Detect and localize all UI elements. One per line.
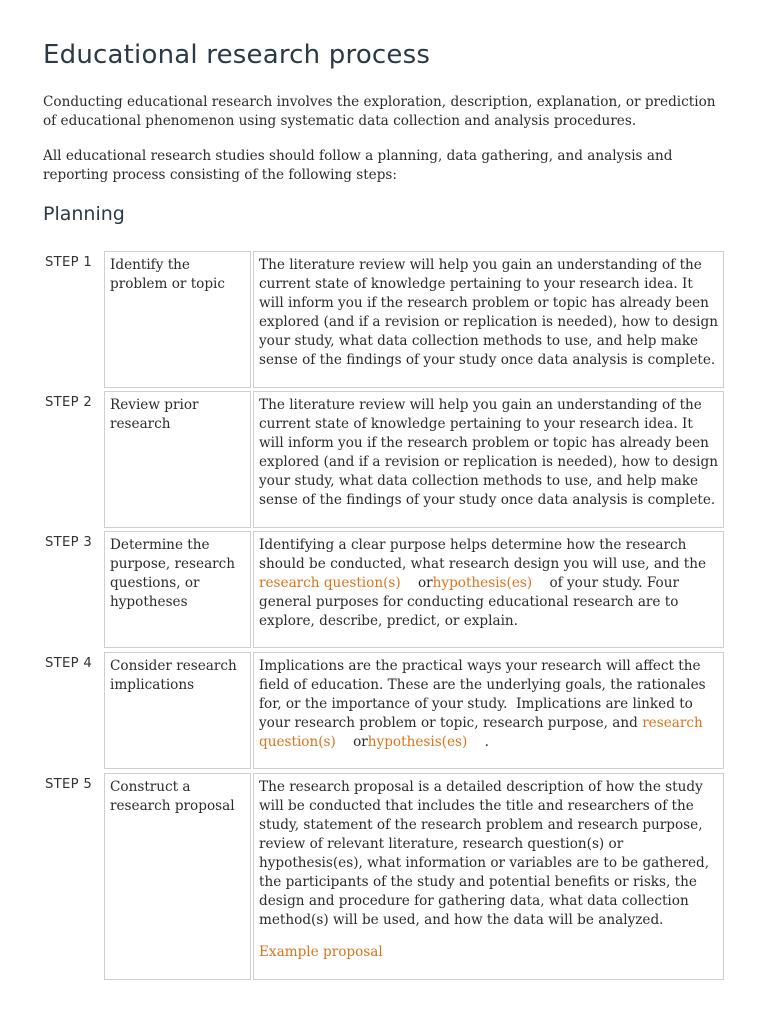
step-description: The literature review will help you gain an understanding of the current state of knowledge pertaining to your research idea. It will inform you if the research problem or topic has already been explored (and if a revision or replication is needed), how to design your study, what data collection methods to use, and help make sense of the findings of your study once data analysis is complete.: [259, 257, 718, 368]
step-label: STEP 5: [45, 777, 93, 792]
step-name-cell: [104, 251, 251, 388]
hypotheses-link[interactable]: hypothesis(es): [367, 734, 468, 750]
step-description-text: of your study. Four general purposes for conducting educational research are to explore, describe, predict, or explain.: [259, 575, 684, 629]
step-description-cell: [253, 773, 724, 980]
step-name-cell: [104, 531, 251, 648]
step-label: STEP 2: [45, 395, 93, 410]
step-name-cell: [104, 652, 251, 769]
step-description-cell: [253, 391, 724, 528]
step-description-text: Implications are the practical ways your research will affect the field of education. These are the underlying goals, the rationales for, or the importance of your study. Implications are linked to your research problem or topic, research purpose, and: [259, 658, 710, 731]
step-row-1: [0, 251, 768, 388]
step-description-text: .: [467, 734, 489, 750]
step-name: Consider research implications: [110, 658, 237, 693]
step-description-text: Identifying a clear purpose helps determine how the research should be conducted, what research design you will use, and the: [259, 537, 711, 572]
step-description-cell: [253, 251, 724, 388]
step-name: Identify the problem or topic: [110, 257, 226, 292]
step-name: Determine the purpose, research questions, or hypotheses: [110, 537, 236, 610]
research-questions-link[interactable]: research question(s): [259, 715, 708, 750]
intro-paragraph-1: Conducting educational research involves the exploration, description, explanation, or prediction of educational phenomenon using systematic data collection and analysis procedures.: [43, 94, 716, 129]
step-row-2: [0, 391, 768, 528]
intro-paragraph-2: All educational research studies should follow a planning, data gathering, and analysis and reporting process consisting of the following steps:: [43, 148, 673, 183]
page-title: Educational research process: [43, 40, 431, 70]
step-label: STEP 1: [45, 255, 93, 270]
step-row-5: [0, 773, 768, 980]
step-name: Construct a research proposal: [110, 779, 235, 814]
step-row-4: [0, 652, 768, 769]
step-name-cell: [104, 391, 251, 528]
step-description: The literature review will help you gain an understanding of the current state of knowledge pertaining to your research idea. It will inform you if the research problem or topic has already been explored (and if a revision or replication is needed), how to design your study, what data collection methods to use, and help make sense of the findings of your study once data analysis is complete.: [259, 397, 718, 508]
step-name-cell: [104, 773, 251, 980]
step-description-cell: [253, 531, 724, 648]
step-description: [259, 657, 718, 752]
research-questions-link[interactable]: research question(s): [259, 575, 401, 591]
step-description: [259, 536, 718, 631]
step-label: STEP 4: [45, 656, 93, 671]
or-text: or: [335, 734, 368, 750]
section-heading-planning: Planning: [43, 203, 125, 225]
step-description: The research proposal is a detailed description of how the study will be conducted that includes the title and researchers of the study, statement of the research problem and research purpose, review of relevant literature, research question(s) or hypothesis(es), what information or variables are to be gathered, the participants of the study and potential benefits or risks, the design and procedure for gathering data, what data collection method(s) will be used, and how the data will be analyzed.: [259, 779, 710, 928]
step-row-3: [0, 531, 768, 648]
example-proposal-link[interactable]: Example proposal: [259, 944, 383, 960]
step-description-cell: [253, 652, 724, 769]
or-text: or: [400, 575, 433, 591]
step-name: Review prior research: [110, 397, 199, 432]
hypotheses-link[interactable]: hypothesis(es): [432, 575, 533, 591]
step-label: STEP 3: [45, 535, 93, 550]
